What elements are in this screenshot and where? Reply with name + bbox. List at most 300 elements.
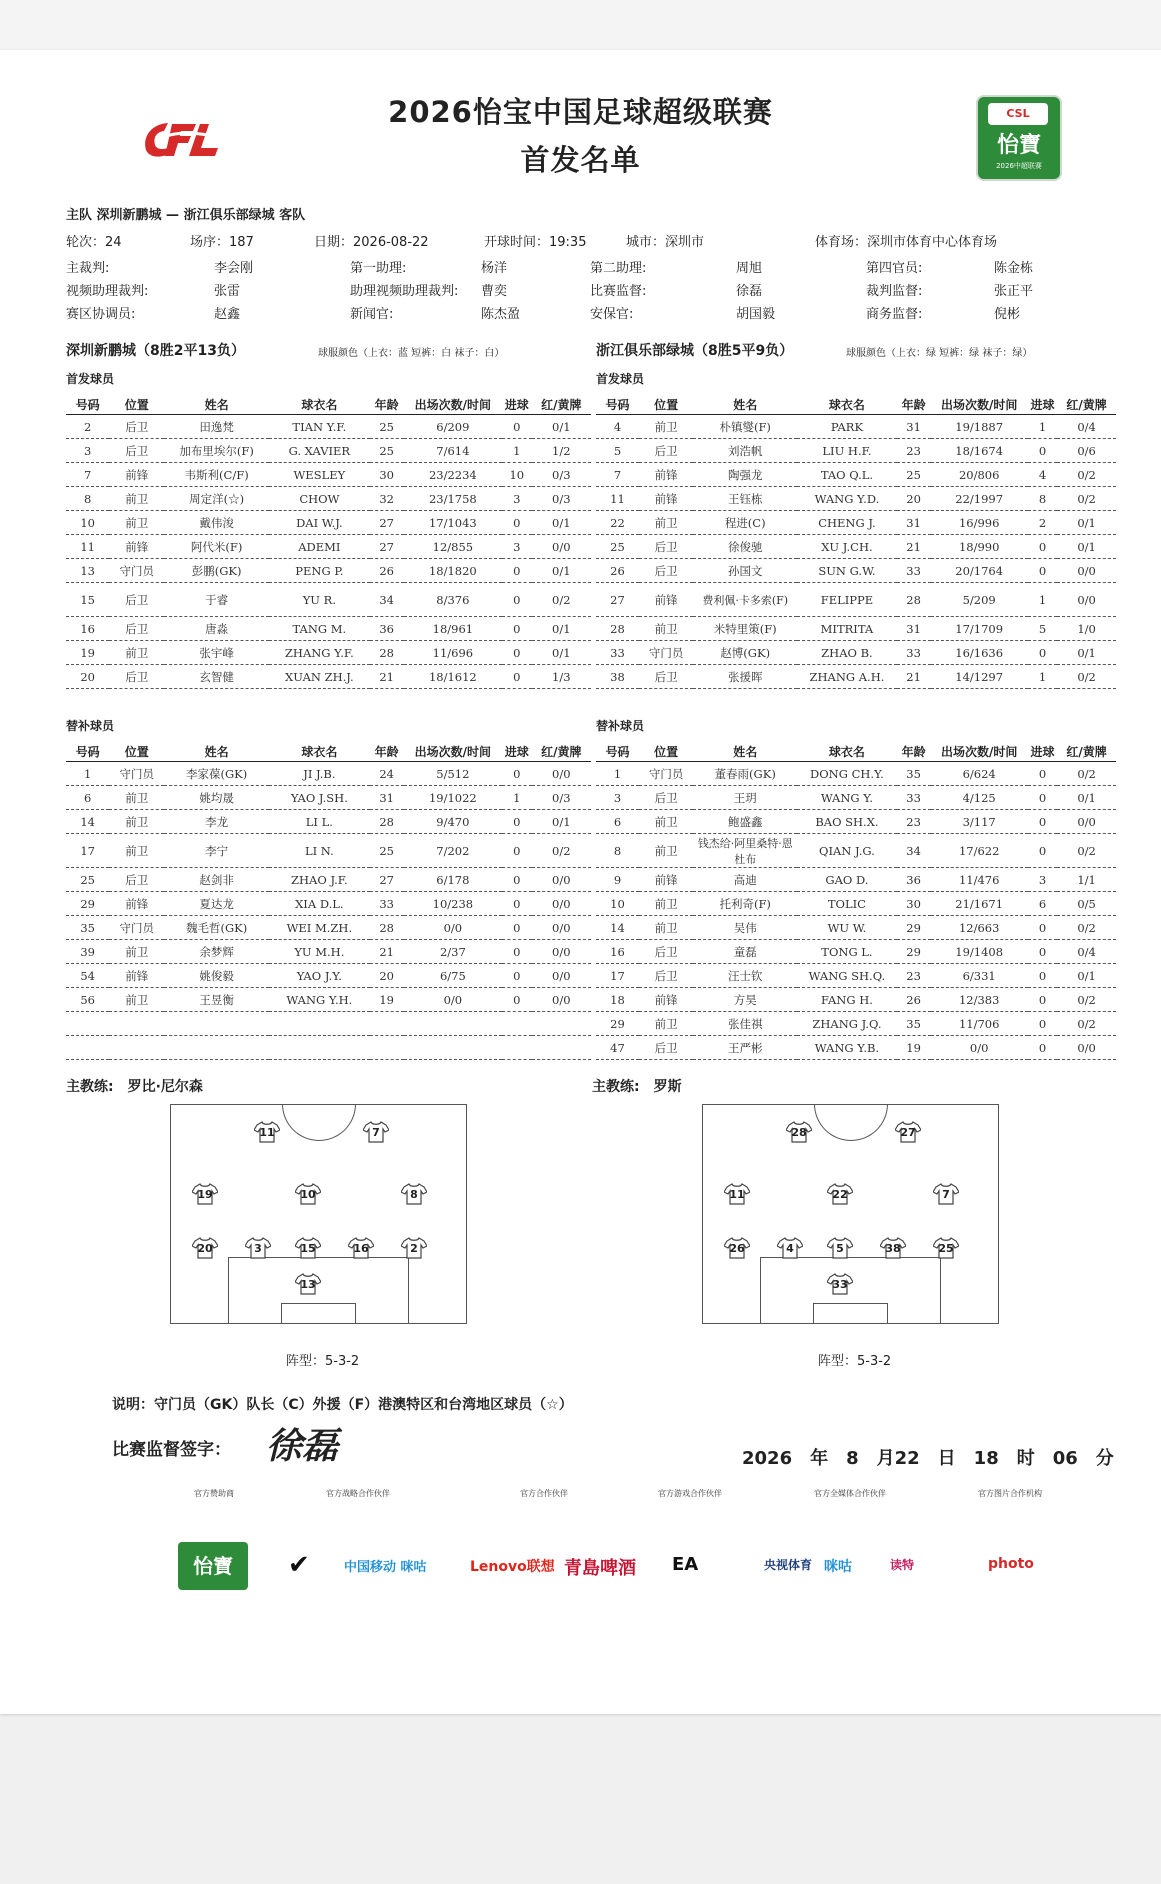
official-label: 裁判监督: — [866, 284, 923, 299]
home-team-header: 深圳新鹏城（8胜2平13负） — [66, 343, 245, 359]
player-shirt-name: YAO J.SH. — [269, 786, 369, 810]
player-goals: 0 — [1028, 641, 1057, 665]
player-goals: 1 — [502, 439, 532, 463]
player-position: 守门员 — [109, 762, 164, 786]
player-name: 李龙 — [164, 810, 269, 834]
player-appearances: 17/1709 — [931, 617, 1028, 641]
goal-box — [813, 1303, 888, 1324]
player-number: 54 — [66, 964, 109, 988]
official-name: 杨洋 — [481, 261, 508, 276]
player-shirt-name: PENG P. — [269, 559, 369, 583]
column-header-cards: 红/黄牌 — [532, 741, 591, 762]
player-goals: 0 — [502, 559, 532, 583]
column-header-age: 年龄 — [370, 741, 404, 762]
shirt-number: 26 — [729, 1242, 745, 1255]
player-shirt-icon — [880, 1237, 906, 1259]
player-age: 32 — [370, 487, 404, 511]
player-age: 36 — [370, 617, 404, 641]
official-label: 新闻官: — [350, 307, 394, 322]
shirt-number: 20 — [197, 1242, 213, 1255]
player-goals: 0 — [1028, 559, 1057, 583]
home-subs-table — [66, 741, 591, 1060]
player-age: 27 — [370, 868, 404, 892]
column-header-cards: 红/黄牌 — [1057, 741, 1116, 762]
sponsor-tsingtao: 青島啤酒 — [564, 1558, 636, 1579]
player-position: 前卫 — [109, 940, 164, 964]
sign-datetime: 2026 年 8 月22 日 18 时 06 分 — [742, 1448, 1114, 1469]
player-row — [596, 617, 1116, 641]
player-row — [66, 511, 591, 535]
player-age: 36 — [897, 868, 931, 892]
player-row — [596, 964, 1116, 988]
match-date: 日期：2026-08-22 — [314, 235, 429, 250]
official-name: 倪彬 — [994, 307, 1021, 322]
away-starters-table — [596, 394, 1116, 689]
player-position: 后卫 — [109, 617, 164, 641]
player-appearances: 6/331 — [931, 964, 1028, 988]
player-age: 28 — [897, 583, 931, 617]
player-number: 1 — [66, 762, 109, 786]
player-cards: 0/2 — [1057, 916, 1116, 940]
player-position: 前卫 — [639, 810, 693, 834]
player-shirt-name: FANG H. — [797, 988, 896, 1012]
player-number: 11 — [66, 535, 109, 559]
player-number: 28 — [596, 617, 639, 641]
player-cards: 1/0 — [1057, 617, 1116, 641]
player-appearances: 21/1671 — [931, 892, 1028, 916]
player-goals: 3 — [502, 487, 532, 511]
player-cards: 0/0 — [532, 988, 591, 1012]
player-goals: 0 — [502, 940, 532, 964]
player-age: 29 — [897, 916, 931, 940]
player-appearances: 18/961 — [404, 617, 502, 641]
column-header-appearances: 出场次数/时间 — [404, 741, 502, 762]
player-name: 魏毛哲(GK) — [164, 916, 269, 940]
player-row — [596, 834, 1116, 868]
player-shirt-name: YAO J.Y. — [269, 964, 369, 988]
player-row — [66, 559, 591, 583]
away-formation-pitch — [702, 1104, 999, 1324]
player-name: 姚均晟 — [164, 786, 269, 810]
player-appearances: 17/622 — [931, 834, 1028, 868]
city: 城市：深圳市 — [626, 235, 705, 250]
player-number: 33 — [596, 641, 639, 665]
empty-row — [66, 1036, 591, 1060]
player-goals: 0 — [502, 583, 532, 617]
player-row — [596, 641, 1116, 665]
empty-cell — [109, 1036, 164, 1060]
shirt-number: 7 — [942, 1188, 950, 1201]
player-goals: 0 — [502, 617, 532, 641]
shirt-number: 22 — [832, 1188, 848, 1201]
player-shirt-name: CHENG J. — [797, 511, 896, 535]
shirt-number: 10 — [300, 1188, 316, 1201]
player-appearances: 10/238 — [404, 892, 502, 916]
player-goals: 10 — [502, 463, 532, 487]
official-name: 陈金栋 — [994, 261, 1034, 276]
player-name: 程进(C) — [693, 511, 797, 535]
player-position: 后卫 — [639, 964, 693, 988]
player-name: 王玥 — [693, 786, 797, 810]
player-shirt-name: TANG M. — [269, 617, 369, 641]
player-cards: 0/0 — [532, 964, 591, 988]
player-goals: 0 — [1028, 535, 1057, 559]
player-goals: 5 — [1028, 617, 1057, 641]
player-goals: 0 — [502, 868, 532, 892]
player-number: 1 — [596, 762, 639, 786]
column-header-number: 号码 — [66, 394, 109, 415]
match-number: 场序：187 — [190, 235, 254, 250]
player-shirt-name: YU R. — [269, 583, 369, 617]
player-appearances: 16/1636 — [931, 641, 1028, 665]
player-number: 29 — [596, 1012, 639, 1036]
player-age: 30 — [897, 892, 931, 916]
player-age: 29 — [897, 940, 931, 964]
partner-title: 官方游戏合作伙伴 — [658, 1489, 722, 1498]
player-appearances: 23/1758 — [404, 487, 502, 511]
player-goals: 2 — [1028, 511, 1057, 535]
player-position: 前卫 — [109, 641, 164, 665]
player-number: 22 — [596, 511, 639, 535]
player-row — [66, 964, 591, 988]
player-number: 4 — [596, 415, 639, 439]
empty-cell — [532, 1036, 591, 1060]
empty-row — [66, 1012, 591, 1036]
player-name: 童磊 — [693, 940, 797, 964]
player-name: 赵剑非 — [164, 868, 269, 892]
player-age: 23 — [897, 810, 931, 834]
player-age: 34 — [370, 583, 404, 617]
away-team-header: 浙江俱乐部绿城（8胜5平9负） — [596, 343, 794, 359]
player-row — [596, 1012, 1116, 1036]
player-shirt-icon — [192, 1237, 218, 1259]
partner-title: 官方赞助商 — [194, 1489, 234, 1498]
league-title: 2026怡宝中国足球超级联赛 — [388, 95, 773, 129]
player-cards: 0/1 — [1057, 641, 1116, 665]
player-shirt-name: GAO D. — [797, 868, 896, 892]
player-row — [66, 786, 591, 810]
partner-title: 官方战略合作伙伴 — [326, 1489, 390, 1498]
player-shirt-name: LI N. — [269, 834, 369, 868]
player-shirt-name: LI L. — [269, 810, 369, 834]
player-row — [66, 916, 591, 940]
player-number: 18 — [596, 988, 639, 1012]
player-goals: 0 — [1028, 786, 1057, 810]
player-position: 前卫 — [109, 511, 164, 535]
player-row — [596, 940, 1116, 964]
player-shirt-icon — [933, 1183, 959, 1205]
player-cards: 0/1 — [1057, 964, 1116, 988]
table-header-row — [596, 741, 1116, 762]
sponsor-cphoto: photo — [988, 1556, 1034, 1572]
sponsor-dute: 读特 — [890, 1558, 915, 1572]
player-goals: 0 — [502, 810, 532, 834]
player-row — [596, 439, 1116, 463]
player-shirt-name: XUAN ZH.J. — [269, 665, 369, 689]
player-appearances: 18/1674 — [931, 439, 1028, 463]
official-label: 助理视频助理裁判: — [350, 284, 459, 299]
player-appearances: 3/117 — [931, 810, 1028, 834]
column-header-goals: 进球 — [502, 394, 532, 415]
empty-cell — [269, 1012, 369, 1036]
player-goals: 0 — [502, 415, 532, 439]
column-header-shirt-name: 球衣名 — [797, 394, 896, 415]
player-appearances: 20/1764 — [931, 559, 1028, 583]
player-shirt-icon — [786, 1121, 812, 1143]
player-goals: 0 — [1028, 762, 1057, 786]
player-appearances: 18/990 — [931, 535, 1028, 559]
player-position: 守门员 — [639, 641, 693, 665]
empty-cell — [370, 1012, 404, 1036]
player-cards: 0/0 — [532, 868, 591, 892]
player-position: 后卫 — [639, 535, 693, 559]
empty-cell — [164, 1036, 269, 1060]
player-cards: 0/2 — [532, 583, 591, 617]
player-age: 19 — [897, 1036, 931, 1060]
shirt-number: 16 — [353, 1242, 369, 1255]
player-cards: 1/1 — [1057, 868, 1116, 892]
shirt-number: 3 — [254, 1242, 262, 1255]
player-row — [596, 786, 1116, 810]
player-name: 王严彬 — [693, 1036, 797, 1060]
player-shirt-name: YU M.H. — [269, 940, 369, 964]
player-appearances: 4/125 — [931, 786, 1028, 810]
player-appearances: 0/0 — [404, 988, 502, 1012]
player-row — [596, 1036, 1116, 1060]
column-header-number: 号码 — [596, 394, 639, 415]
player-shirt-name: CHOW — [269, 487, 369, 511]
player-cards: 1/2 — [532, 439, 591, 463]
player-shirt-name: PARK — [797, 415, 896, 439]
player-goals: 3 — [502, 535, 532, 559]
player-number: 8 — [596, 834, 639, 868]
teams-line: 主队 深圳新鹏城 — 浙江俱乐部绿城 客队 — [66, 208, 306, 223]
player-shirt-name: XIA D.L. — [269, 892, 369, 916]
partner-title: 官方全媒体合作伙伴 — [814, 1489, 886, 1498]
player-appearances: 9/470 — [404, 810, 502, 834]
player-number: 13 — [66, 559, 109, 583]
empty-cell — [66, 1012, 109, 1036]
column-header-number: 号码 — [66, 741, 109, 762]
player-position: 守门员 — [109, 916, 164, 940]
away-formation: 阵型：5-3-2 — [818, 1354, 892, 1369]
column-header-position: 位置 — [109, 394, 164, 415]
home-starters-title: 首发球员 — [66, 372, 115, 386]
player-cards: 0/0 — [1057, 810, 1116, 834]
player-row — [66, 583, 591, 617]
player-shirt-name: ZHANG Y.F. — [269, 641, 369, 665]
official-name: 曹奕 — [481, 284, 508, 299]
player-position: 守门员 — [109, 559, 164, 583]
player-row — [596, 988, 1116, 1012]
player-age: 27 — [370, 535, 404, 559]
player-row — [66, 988, 591, 1012]
player-number: 8 — [66, 487, 109, 511]
player-appearances: 19/1022 — [404, 786, 502, 810]
player-cards: 1/3 — [532, 665, 591, 689]
official-name: 周旭 — [736, 261, 763, 276]
away-coach: 主教练: 罗斯 — [592, 1079, 682, 1095]
player-age: 33 — [370, 892, 404, 916]
player-name: 高迪 — [693, 868, 797, 892]
player-appearances: 6/75 — [404, 964, 502, 988]
player-appearances: 14/1297 — [931, 665, 1028, 689]
player-shirt-name: ZHANG J.Q. — [797, 1012, 896, 1036]
player-shirt-name: WANG Y. — [797, 786, 896, 810]
player-goals: 0 — [502, 892, 532, 916]
column-header-shirt-name: 球衣名 — [797, 741, 896, 762]
player-shirt-name: FELIPPE — [797, 583, 896, 617]
player-name: 刘浩帆 — [693, 439, 797, 463]
table-header-row — [66, 394, 591, 415]
player-shirt-name: QIAN J.G. — [797, 834, 896, 868]
shirt-number: 11 — [729, 1188, 745, 1201]
player-position: 前卫 — [639, 415, 693, 439]
player-number: 6 — [66, 786, 109, 810]
player-cards: 0/0 — [532, 940, 591, 964]
supervisor-signature: 徐磊 — [266, 1425, 339, 1467]
player-goals: 0 — [1028, 964, 1057, 988]
player-name: 加布里埃尔(F) — [164, 439, 269, 463]
player-appearances: 0/0 — [931, 1036, 1028, 1060]
player-name: 徐俊驰 — [693, 535, 797, 559]
player-cards: 0/1 — [532, 511, 591, 535]
player-number: 17 — [596, 964, 639, 988]
empty-cell — [532, 1012, 591, 1036]
player-appearances: 20/806 — [931, 463, 1028, 487]
player-age: 21 — [370, 940, 404, 964]
player-row — [66, 641, 591, 665]
player-age: 31 — [370, 786, 404, 810]
player-appearances: 19/1887 — [931, 415, 1028, 439]
player-shirt-icon — [295, 1183, 321, 1205]
center-circle — [814, 1104, 888, 1141]
player-row — [596, 762, 1116, 786]
player-number: 3 — [596, 786, 639, 810]
column-header-cards: 红/黄牌 — [532, 394, 591, 415]
player-age: 28 — [370, 641, 404, 665]
player-position: 前锋 — [639, 868, 693, 892]
player-cards: 0/1 — [1057, 786, 1116, 810]
player-position: 前卫 — [639, 1012, 693, 1036]
column-header-age: 年龄 — [370, 394, 404, 415]
player-row — [66, 834, 591, 868]
player-shirt-name: G. XAVIER — [269, 439, 369, 463]
player-name: 董春雨(GK) — [693, 762, 797, 786]
player-position: 后卫 — [639, 940, 693, 964]
kickoff-time: 开球时间：19:35 — [484, 235, 587, 250]
player-number: 47 — [596, 1036, 639, 1060]
player-name: 李宁 — [164, 834, 269, 868]
player-position: 后卫 — [639, 665, 693, 689]
player-number: 5 — [596, 439, 639, 463]
player-cards: 0/1 — [1057, 511, 1116, 535]
player-position: 前卫 — [109, 786, 164, 810]
round: 轮次：24 — [66, 235, 122, 250]
player-appearances: 23/2234 — [404, 463, 502, 487]
player-position: 前卫 — [109, 834, 164, 868]
player-position: 后卫 — [109, 415, 164, 439]
column-header-appearances: 出场次数/时间 — [931, 394, 1028, 415]
official-name: 徐磊 — [736, 284, 763, 299]
player-age: 35 — [897, 1012, 931, 1036]
column-header-shirt-name: 球衣名 — [269, 394, 369, 415]
away-kit-colors: 球服颜色（上衣：绿 短裤：绿 袜子：绿） — [846, 348, 1033, 359]
player-appearances: 17/1043 — [404, 511, 502, 535]
player-shirt-icon — [401, 1237, 427, 1259]
column-header-appearances: 出场次数/时间 — [931, 741, 1028, 762]
player-age: 25 — [897, 463, 931, 487]
player-appearances: 12/855 — [404, 535, 502, 559]
player-name: 李家葆(GK) — [164, 762, 269, 786]
player-position: 后卫 — [639, 439, 693, 463]
partner-title: 官方图片合作机构 — [978, 1489, 1042, 1498]
empty-cell — [164, 1012, 269, 1036]
player-age: 21 — [897, 665, 931, 689]
player-number: 10 — [66, 511, 109, 535]
player-name: 方昊 — [693, 988, 797, 1012]
shirt-number: 19 — [197, 1188, 213, 1201]
player-cards: 0/2 — [1057, 487, 1116, 511]
player-age: 31 — [897, 617, 931, 641]
legend-note: 说明：守门员（GK）队长（C）外援（F）港澳特区和台湾地区球员（☆） — [112, 1397, 573, 1413]
column-header-position: 位置 — [639, 394, 693, 415]
sponsor-yibao: 怡寶 — [178, 1542, 248, 1590]
player-appearances: 16/996 — [931, 511, 1028, 535]
player-appearances: 12/383 — [931, 988, 1028, 1012]
player-goals: 8 — [1028, 487, 1057, 511]
official-label: 商务监督: — [866, 307, 923, 322]
player-shirt-name: WANG SH.Q. — [797, 964, 896, 988]
empty-cell — [109, 1012, 164, 1036]
shirt-number: 38 — [885, 1242, 901, 1255]
player-row — [66, 439, 591, 463]
player-age: 21 — [897, 535, 931, 559]
player-shirt-icon — [245, 1237, 271, 1259]
player-age: 33 — [897, 786, 931, 810]
player-row — [66, 535, 591, 559]
official-name: 胡国毅 — [736, 307, 776, 322]
player-shirt-icon — [295, 1273, 321, 1295]
player-position: 前锋 — [109, 892, 164, 916]
player-shirt-name: ZHANG A.H. — [797, 665, 896, 689]
player-number: 11 — [596, 487, 639, 511]
player-row — [596, 463, 1116, 487]
player-shirt-name: WEI M.ZH. — [269, 916, 369, 940]
player-row — [596, 511, 1116, 535]
player-cards: 0/4 — [1057, 940, 1116, 964]
column-header-age: 年龄 — [897, 394, 931, 415]
player-cards: 0/1 — [532, 810, 591, 834]
shirt-number: 11 — [259, 1126, 275, 1139]
player-position: 守门员 — [639, 762, 693, 786]
player-row — [66, 487, 591, 511]
player-shirt-icon — [827, 1183, 853, 1205]
player-position: 前锋 — [109, 964, 164, 988]
player-appearances: 5/512 — [404, 762, 502, 786]
player-shirt-icon — [777, 1237, 803, 1259]
player-goals: 4 — [1028, 463, 1057, 487]
player-age: 20 — [897, 487, 931, 511]
player-position: 前锋 — [639, 487, 693, 511]
player-name: 王钰栋 — [693, 487, 797, 511]
empty-cell — [269, 1036, 369, 1060]
player-row — [66, 617, 591, 641]
player-appearances: 6/178 — [404, 868, 502, 892]
sponsor-cctv-sports: 央视体育 — [764, 1558, 813, 1572]
player-age: 28 — [370, 810, 404, 834]
player-cards: 0/1 — [532, 415, 591, 439]
